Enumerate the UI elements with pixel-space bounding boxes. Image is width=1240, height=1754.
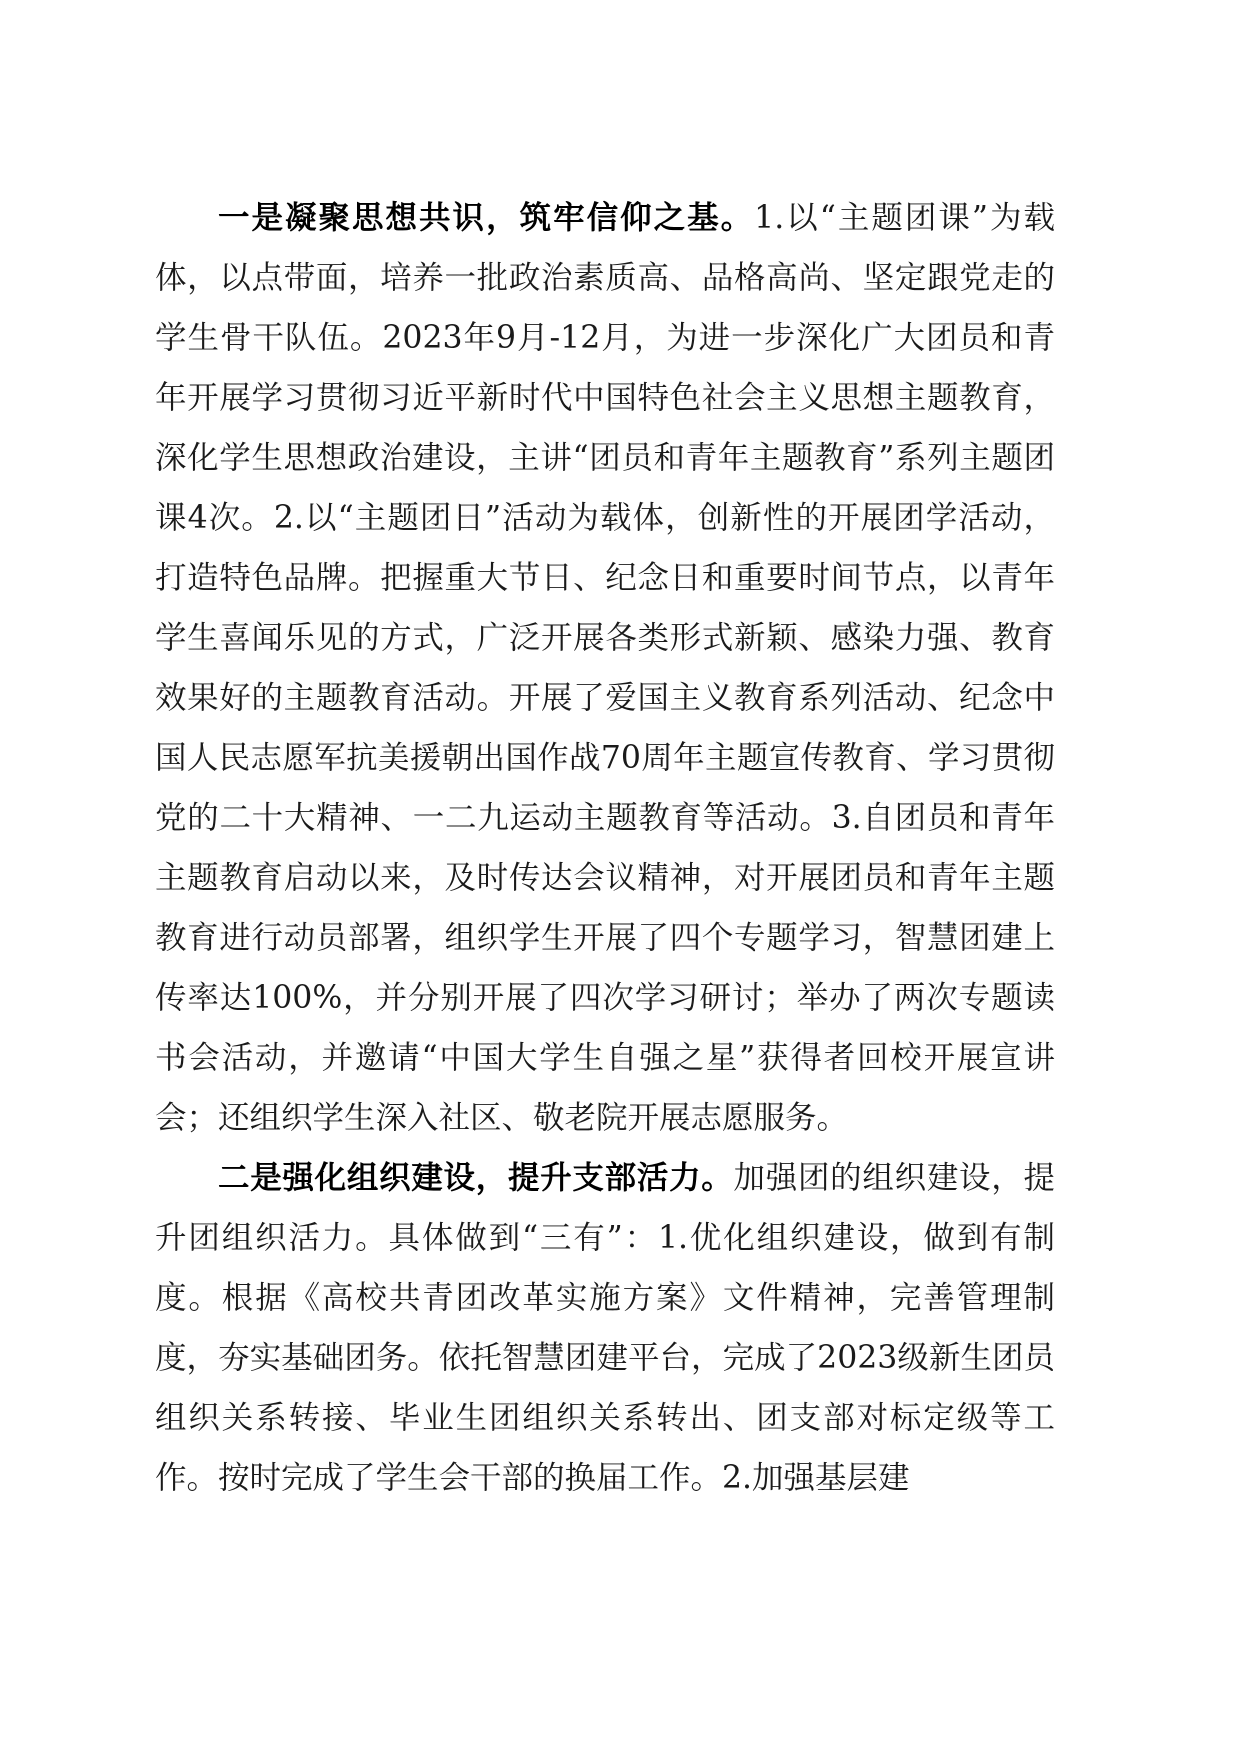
- paragraph-body-text: 1.以“主题团课”为载体，以点带面，培养一批政治素质高、品格高尚、坚定跟党走的学生骨干队伍。2023年9月-12月，为进一步深化广大团员和青年开展学习贯彻习近平新时代中国特色社会主义思想主题教育，深化学生思想政治建设，主讲“团员和青年主题教育”系列主题团课4次。2.以“主题团日”活动为载体，创新性的开展团学活动，打造特色品牌。把握重大节日、纪念日和重要时间节点，以青年学生喜闻乐见的方式，广泛开展各类形式新颖、感染力强、教育效果好的主题教育活动。开展了爱国主义教育系列活动、纪念中国人民志愿军抗美援朝出国作战70周年主题宣传教育、学习贯彻党的二十大精神、一二九运动主题教育等活动。3.自团员和青年主题教育启动以来，及时传达会议精神，对开展团员和青年主题教育进行动员部署，组织学生开展了四个专题学习，智慧团建上传率达100%，并分别开展了四次学习研讨；举办了两次专题读书会活动，并邀请“中国大学生自强之星”获得者回校开展宣讲会；还组织学生深入社区、敬老院开展志愿服务。: [155, 200, 1055, 1136]
- document-body: [155, 188, 1055, 1508]
- paragraph-lead-heading: 二是强化组织建设，提升支部活力。: [218, 1159, 734, 1196]
- paragraph-ideological-consensus: [155, 188, 1055, 1148]
- paragraph-body-text: 加强团的组织建设，提升团组织活力。具体做到“三有”：1.优化组织建设，做到有制度。根据《高校共青团改革实施方案》文件精神，完善管理制度，夯实基础团务。依托智慧团建平台，完成了2023级新生团员组织关系转接、毕业生团组织关系转出、团支部对标定级等工作。按时完成了学生会干部的换届工作。2.加强基层建: [155, 1160, 1055, 1496]
- paragraph-lead-heading: 一是凝聚思想共识，筑牢信仰之基。: [218, 199, 755, 236]
- paragraph-organization-building: [155, 1148, 1055, 1508]
